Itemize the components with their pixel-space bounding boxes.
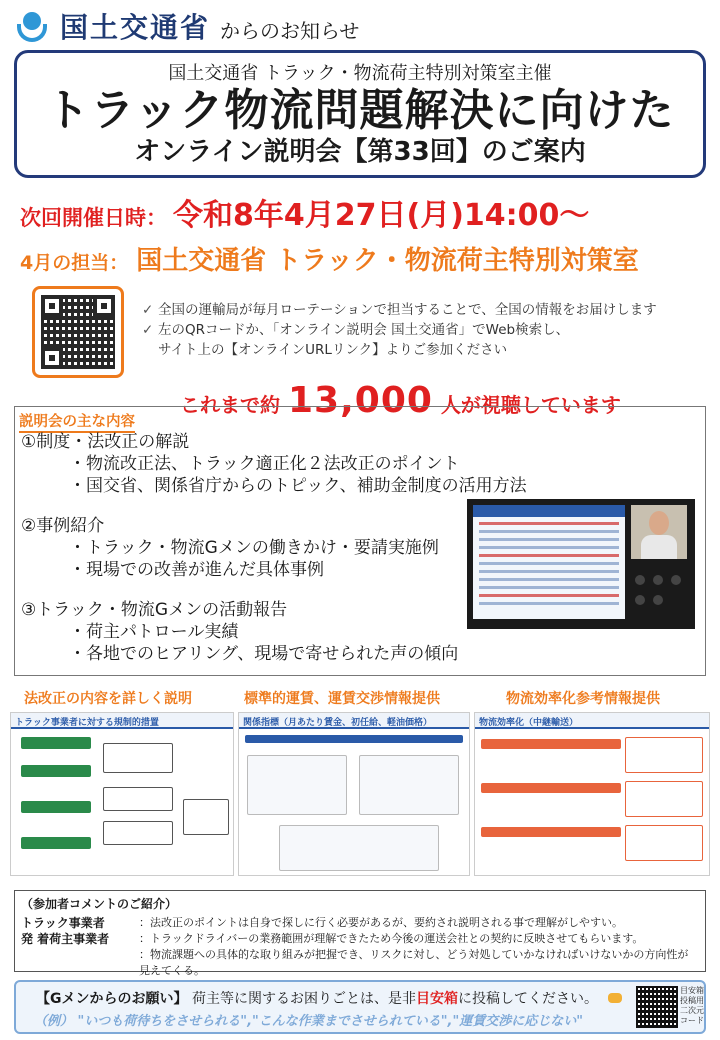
thumbnail-efficiency bbox=[474, 712, 710, 876]
request-example: （例） "いつも荷待ちをさせられる","こんな作業までさせられている","運賃交渉に応じない" bbox=[34, 1014, 584, 1029]
thumbnail-title: 物流効率化（中継輸送） bbox=[475, 713, 709, 729]
bullet-text: サイト上の【オンラインURLリンク】よりご参加ください bbox=[158, 342, 508, 358]
schedule bbox=[20, 190, 590, 233]
comment-label: トラック事業者 bbox=[21, 916, 105, 930]
qr-pattern-icon bbox=[41, 295, 115, 369]
info-headings bbox=[0, 688, 720, 710]
viewer-number: 13,000 bbox=[288, 380, 433, 421]
info-bullets bbox=[142, 300, 657, 360]
content-section bbox=[21, 515, 439, 581]
bullet-text: 左のQRコードか、「オンライン説明会 国土交通省」でWeb検索し、 bbox=[158, 322, 570, 338]
control-icon bbox=[671, 575, 681, 585]
section-title: ③トラック・物流Gメンの活動報告 bbox=[21, 600, 288, 620]
control-icon bbox=[635, 595, 645, 605]
sub-title: オンライン説明会【第33回】のご案内 bbox=[134, 137, 586, 167]
control-icon bbox=[635, 575, 645, 585]
comments-title: （参加者コメントのご紹介） bbox=[21, 897, 178, 911]
viewer-prefix: これまで約 bbox=[180, 393, 280, 417]
organizer: 国土交通省 トラック・物流荷主特別対策室主催 bbox=[168, 63, 552, 84]
content-heading: 説明会の主な内容 bbox=[19, 410, 135, 433]
suggestion-box-qr-icon[interactable] bbox=[636, 986, 678, 1028]
request-tail: に投稿してください。 bbox=[457, 991, 598, 1007]
request-head: 【Gメンからのお願い】 bbox=[36, 991, 188, 1007]
bullet-item bbox=[142, 300, 657, 320]
section-title: ②事例紹介 bbox=[21, 516, 105, 536]
comment-row bbox=[21, 947, 699, 979]
thumbnail-wages bbox=[238, 712, 470, 876]
request-body: 荷主等に関するお困りごとは、是非 bbox=[191, 991, 416, 1007]
section-item: ・トラック・物流Gメンの働きかけ・要請実施例 bbox=[69, 538, 439, 558]
section-item: ・国交省、関係省庁からのトピック、補助金制度の活用方法 bbox=[69, 476, 527, 496]
participant-comments bbox=[14, 890, 706, 977]
control-icon bbox=[653, 595, 663, 605]
check-icon: ✓ bbox=[142, 302, 154, 318]
header bbox=[14, 6, 359, 46]
schedule-label: 次回開催日時： bbox=[20, 206, 167, 230]
thumbnail-regulation bbox=[10, 712, 234, 876]
presenter-camera bbox=[631, 505, 687, 559]
main-title: トラック物流問題解決に向けた bbox=[45, 85, 675, 136]
viewer-suffix: 人が視聴しています bbox=[440, 393, 621, 417]
mlit-logo-icon bbox=[14, 8, 50, 44]
presentation-slide bbox=[473, 505, 625, 619]
request-line bbox=[36, 988, 622, 1008]
pointing-hand-icon bbox=[608, 993, 622, 1003]
comment-row bbox=[21, 915, 699, 931]
schedule-value: 令和8年4月27日(月)14:00〜 bbox=[173, 198, 590, 233]
video-screenshot bbox=[467, 499, 695, 629]
section-item: ・荷主パトロール実績 bbox=[69, 622, 239, 642]
bullet-item bbox=[142, 320, 657, 340]
check-icon: ✓ bbox=[142, 322, 154, 338]
section-item: ・各地でのヒアリング、現場で寄せられた声の傾向 bbox=[69, 644, 459, 664]
content-section bbox=[21, 431, 527, 497]
charge-value: 国土交通省 トラック・物流荷主特別対策室 bbox=[136, 246, 639, 276]
content-box bbox=[14, 406, 706, 676]
comment-label: 発 着荷主事業者 bbox=[21, 932, 110, 946]
charge-label: 4月の担当： bbox=[20, 252, 129, 274]
comment-row bbox=[21, 931, 699, 947]
control-icon bbox=[653, 575, 663, 585]
bullet-item bbox=[142, 340, 657, 360]
thumbnail-title: トラック事業者に対する規制的措置 bbox=[11, 713, 233, 729]
section-item: ・物流改正法、トラック適正化２法改正のポイント bbox=[69, 454, 460, 474]
request-emph: 目安箱 bbox=[415, 991, 458, 1007]
ministry-name: 国土交通省 bbox=[60, 11, 211, 44]
title-box bbox=[14, 50, 706, 178]
section-item: ・現場での改善が進んだ具体事例 bbox=[69, 560, 324, 580]
qr-code[interactable] bbox=[32, 286, 124, 378]
section-title: ①制度・法改正の解説 bbox=[21, 432, 190, 452]
footer-request bbox=[14, 980, 706, 1034]
bullet-text: 全国の運輸局が毎月ローテーションで担当することで、全国の情報をお届けします bbox=[158, 302, 657, 318]
info-heading: 物流効率化参考情報提供 bbox=[506, 691, 660, 707]
comment-label bbox=[21, 947, 139, 979]
content-section bbox=[21, 599, 458, 665]
info-heading: 法改正の内容を詳しく説明 bbox=[24, 691, 192, 707]
comment-text: ：物流課題への具体的な取り組みが把握でき、リスクに対し、どう対処していかなければいけないかの方向性が見えてくる。 bbox=[139, 948, 689, 977]
info-heading: 標準的運賃、運賃交渉情報提供 bbox=[244, 691, 440, 707]
charge bbox=[20, 240, 639, 277]
thumbnail-title: 関係指標（月あたり賃金、初任給、軽油価格） bbox=[239, 713, 469, 729]
notice-label: からのお知らせ bbox=[220, 18, 360, 43]
comment-text: ：法改正のポイントは自身で探しに行く必要があるが、要約され説明される事で理解がしやすい。 bbox=[139, 916, 623, 929]
comment-text: ：トラックドライバーの業務範囲が理解できたため今後の運送会社との契約に反映させてもらいます。 bbox=[139, 932, 644, 945]
qr-label: 目安箱投稿用二次元コード bbox=[680, 986, 704, 1025]
